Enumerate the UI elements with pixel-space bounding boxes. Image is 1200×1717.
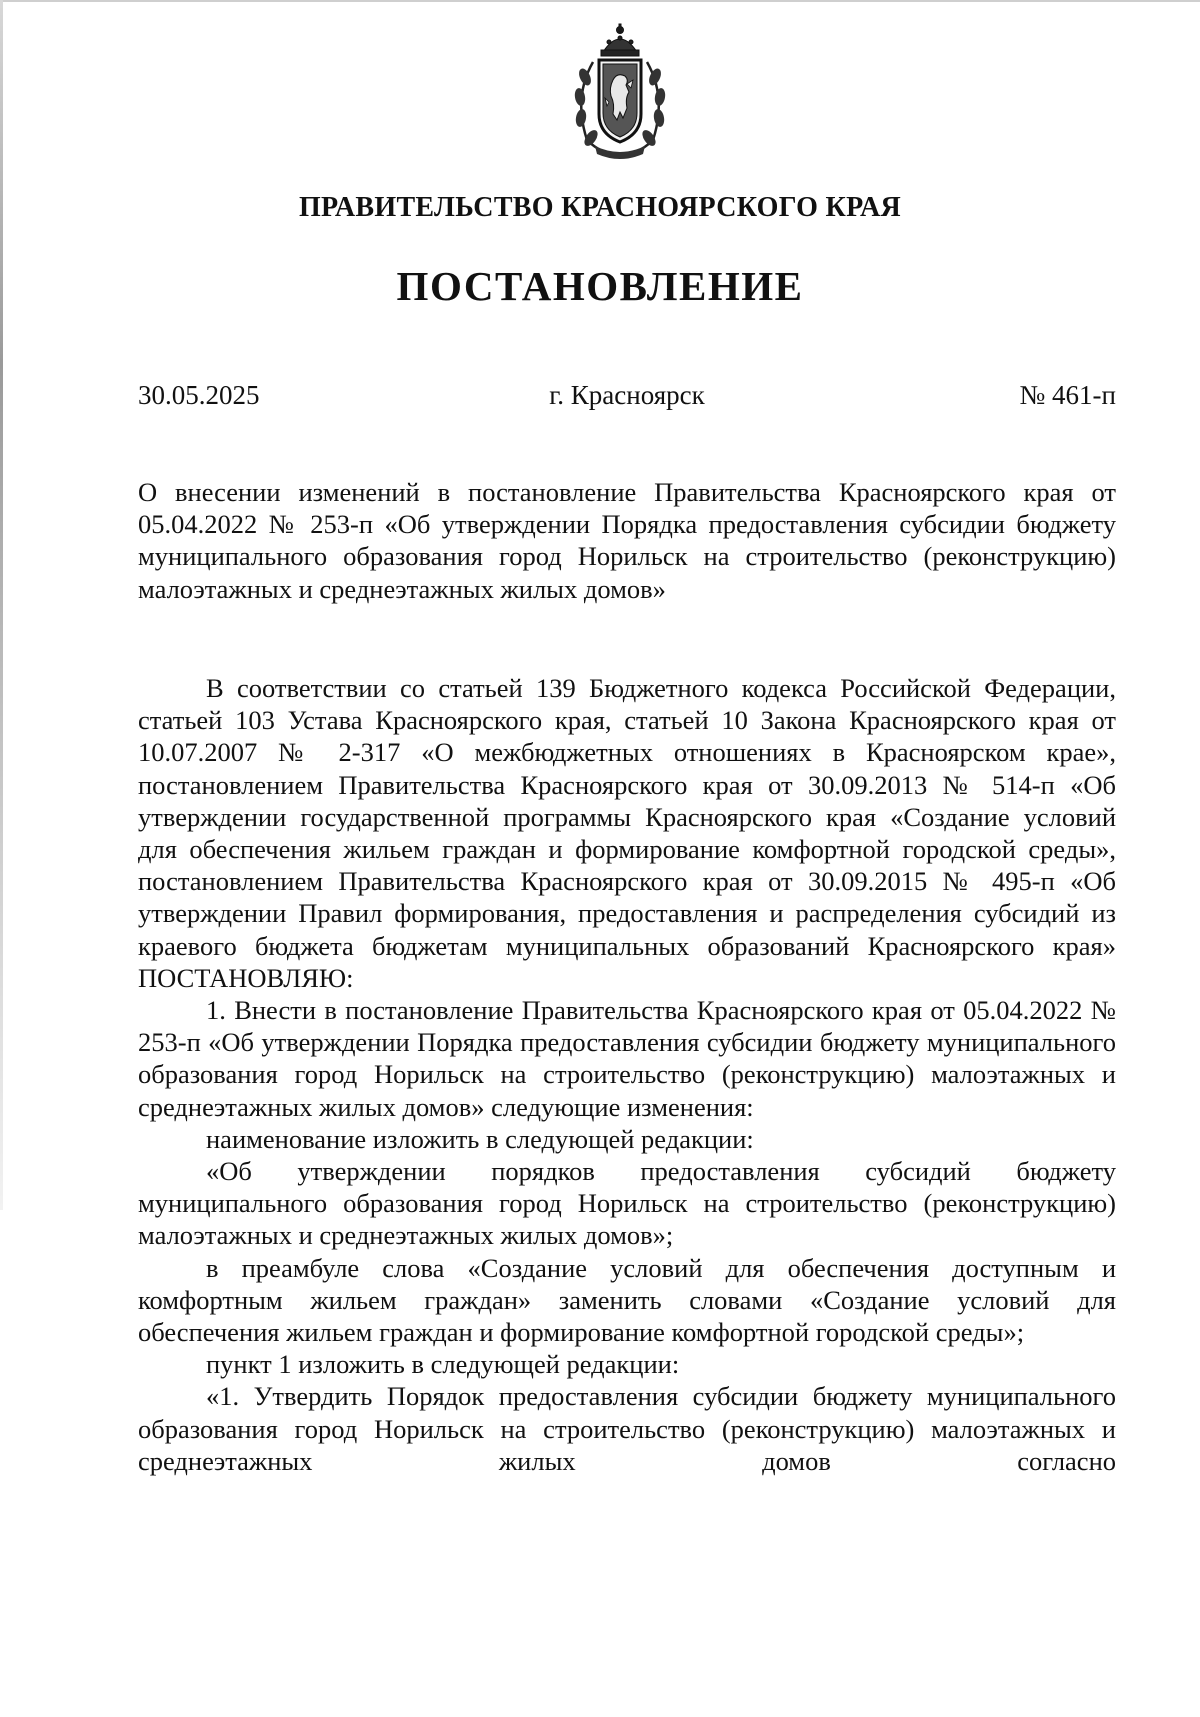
preamble-amendment-paragraph: в преамбуле слова «Создание условий для обеспечения доступным и комфортным жильем граждан» заменить словами «Создание условий для обеспечения жильем граждан и формирование комфортной городской среды»; xyxy=(138,1252,1116,1348)
clause-1-amendment-paragraph: пункт 1 изложить в следующей редакции: xyxy=(206,1349,680,1380)
organization-title: ПРАВИТЕЛЬСТВО КРАСНОЯРСКОГО КРАЯ xyxy=(298,192,902,223)
scan-edge-top xyxy=(0,0,1200,2)
clause-1-paragraph: 1. Внести в постановление Правительства Красноярского края от 05.04.2022 № 253-п «Об утверждении Порядка предоставления субсидии бюджету муниципального образования город Норильск на строительство (реконструкцию) малоэтажных и среднеэтажных жилых домов» следующие изменения: xyxy=(138,995,1116,1122)
document-subject xyxy=(138,476,1116,605)
document-number: № 461-п xyxy=(1019,380,1116,410)
document-body xyxy=(138,672,1116,1477)
scan-edge-left xyxy=(0,0,3,1210)
document-type-title: ПОСТАНОВЛЕНИЕ xyxy=(396,263,804,309)
document-date: 30.05.2025 xyxy=(138,380,260,410)
new-title-quote-paragraph: «Об утверждении порядков предоставления субсидий бюджету муниципального образования город Норильск на строительство (реконструкцию) малоэтажных и среднеэтажных жилых домов»; xyxy=(138,1156,1116,1251)
subject-text: О внесении изменений в постановление Правительства Красноярского края от 05.04.2022 № 253-п «Об утверждении Порядка предоставления субсидии бюджету муниципального образования город Норильск на строительство (реконструкцию) малоэтажных и среднеэтажных жилых домов» xyxy=(138,477,1116,604)
document-city: г. Красноярск xyxy=(549,380,705,410)
preamble-paragraph: В соответствии со статьей 139 Бюджетного кодекса Российской Федерации, статьей 103 Устава Красноярского края, статьей 10 Закона Красноярского края от 10.07.2007 № 2-317 «О межбюджетных отношениях в Красноярском крае», постановлением Правительства Красноярского края от 30.09.2013 № 514-п «Об утверждении государственной программы Красноярского края «Создание условий для обеспечения жильем граждан и формирование комфортной городской среды», постановлением Правительства Красноярского края от 30.09.2015 № 495-п «Об утверждении Правил формирования, предоставления и распределения субсидий из краевого бюджета бюджетам муниципальных образований Красноярского края» ПОСТАНОВЛЯЮ: xyxy=(138,673,1116,993)
krasnoyarsk-coat-of-arms-icon xyxy=(565,22,675,162)
document-meta-row xyxy=(138,380,1116,416)
new-clause-1-quote-paragraph: «1. Утвердить Порядок предоставления субсидии бюджету муниципального образования город Норильск на строительство (реконструкцию) малоэтажных и среднеэтажных жилых домов согласно xyxy=(138,1381,1116,1476)
amendment-title-paragraph: наименование изложить в следующей редакции: xyxy=(206,1123,754,1154)
